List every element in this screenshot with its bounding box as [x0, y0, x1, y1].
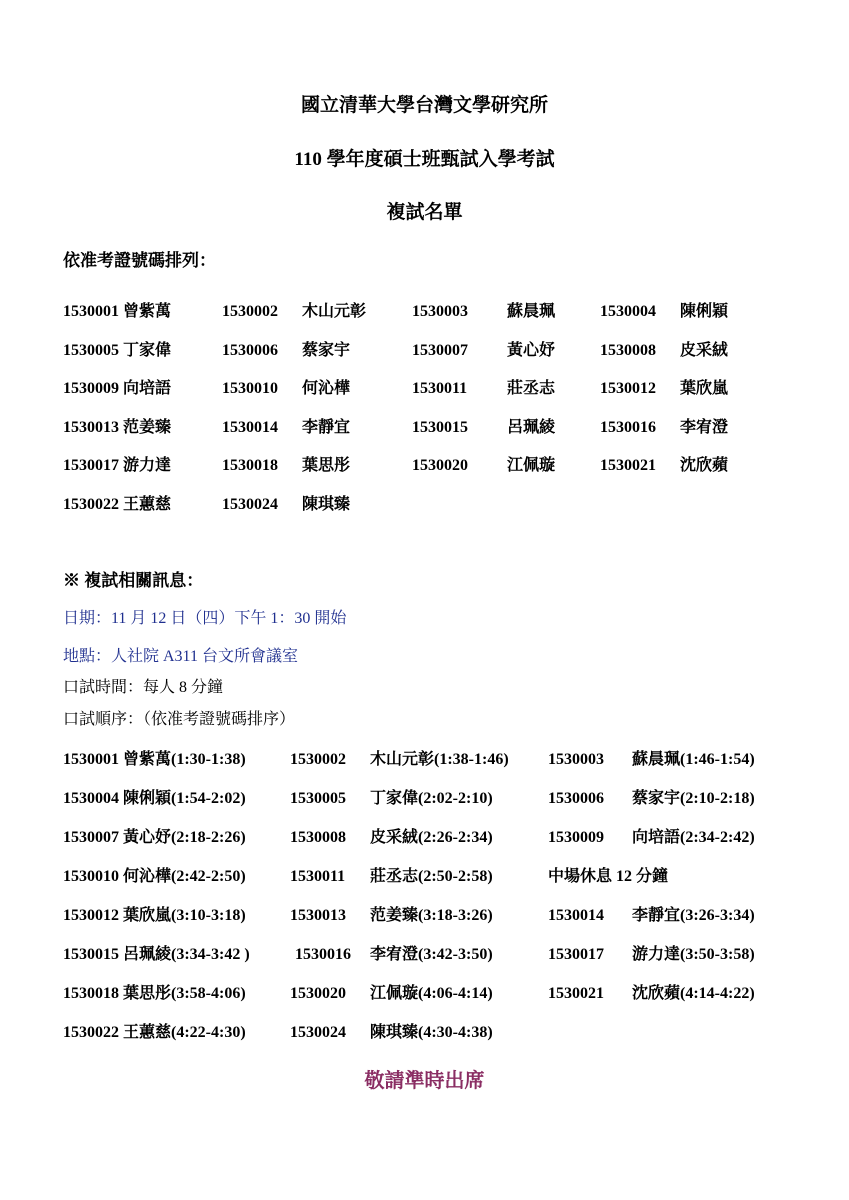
place-line: 地點：人社院 A311 台文所會議室	[63, 648, 298, 665]
candidate-number: 1530003	[412, 303, 468, 320]
schedule-number: 1530005	[290, 790, 346, 807]
candidate-number: 1530004	[600, 303, 656, 320]
schedule-number: 1530016	[295, 946, 351, 963]
schedule-number: 1530020	[290, 985, 346, 1002]
candidate-name: 葉欣嵐	[680, 380, 729, 398]
candidate-number: 1530014	[222, 418, 278, 436]
schedule-entry: 1530015 呂珮綾(3:34-3:42 )	[63, 946, 250, 963]
candidate-number: 1530012	[600, 380, 656, 398]
schedule-name-time: 木山元彰(1:38-1:46)	[370, 751, 509, 768]
candidate-number: 1530020	[412, 457, 468, 475]
list-heading: 依准考證號碼排列：	[63, 251, 216, 270]
candidate-name: 葉思彤	[302, 457, 351, 475]
schedule-entry: 1530018 葉思彤(3:58-4:06)	[63, 985, 246, 1002]
schedule-name-time: 皮采絨(2:26-2:34)	[370, 829, 493, 846]
candidate-number: 1530008	[600, 341, 656, 359]
candidate-name: 沈欣蘋	[680, 457, 729, 475]
candidate-name: 莊丞志	[507, 380, 556, 398]
order-line: 口試順序：（依准考證號碼排序）	[63, 711, 296, 728]
schedule-number: 1530009	[548, 829, 604, 846]
candidate-name: 黃心妤	[507, 341, 556, 359]
date-line: 日期：11 月 12 日（四）下午 1：30 開始	[63, 610, 347, 627]
schedule-name-time: 向培語(2:34-2:42)	[632, 829, 755, 846]
exam-title: 110 學年度碩士班甄試入學考試	[294, 149, 555, 170]
schedule-name-time: 江佩璇(4:06-4:14)	[370, 985, 493, 1002]
schedule-name-time: 沈欣蘋(4:14-4:22)	[632, 985, 755, 1002]
schedule-name-time: 陳琪臻(4:30-4:38)	[370, 1024, 493, 1041]
candidate-name: 呂珮綾	[507, 418, 556, 436]
candidate-name: 江佩璇	[507, 457, 556, 475]
candidate-number: 1530010	[222, 380, 278, 398]
info-heading: ※ 複試相關訊息：	[63, 571, 204, 590]
candidate-name: 何沁樺	[302, 380, 351, 398]
candidate-name: 陳俐穎	[680, 303, 729, 320]
candidate-number: 1530018	[222, 457, 278, 475]
candidate-number: 1530011	[412, 380, 468, 398]
schedule-name-time: 李靜宜(3:26-3:34)	[632, 907, 755, 924]
candidate-number: 1530007	[412, 341, 468, 359]
schedule-entry: 1530007 黃心妤(2:18-2:26)	[63, 829, 246, 846]
schedule-number: 1530003	[548, 751, 604, 768]
candidate-name: 木山元彰	[302, 303, 367, 320]
schedule-number: 1530024	[290, 1024, 346, 1041]
closing-notice: 敬請準時出席	[364, 1068, 485, 1092]
candidate-entry: 1530017 游力達	[63, 457, 172, 475]
schedule-name-time: 游力達(3:50-3:58)	[632, 946, 755, 963]
candidate-name: 皮采絨	[680, 341, 729, 359]
schedule-number: 1530017	[548, 946, 604, 963]
candidate-number: 1530006	[222, 341, 278, 359]
schedule-number: 1530006	[548, 790, 604, 807]
schedule-number: 1530008	[290, 829, 346, 846]
candidate-number: 1530016	[600, 418, 656, 436]
schedule-name-time: 丁家偉(2:02-2:10)	[370, 790, 493, 807]
break-note: 中場休息 12 分鐘	[548, 868, 669, 885]
candidate-number: 1530024	[222, 496, 278, 513]
schedule-entry: 1530012 葉欣嵐(3:10-3:18)	[63, 907, 246, 924]
candidate-entry: 1530013 范姜臻	[63, 418, 172, 436]
schedule-number: 1530021	[548, 985, 604, 1002]
candidate-name: 蔡家宇	[302, 341, 351, 359]
candidate-name: 李宥澄	[680, 418, 729, 436]
schedule-name-time: 蔡家宇(2:10-2:18)	[632, 790, 755, 807]
schedule-entry: 1530022 王蕙慈(4:22-4:30)	[63, 1024, 246, 1041]
list-title: 複試名單	[386, 202, 463, 223]
candidate-entry: 1530009 向培語	[63, 380, 172, 398]
schedule-name-time: 蘇晨珮(1:46-1:54)	[632, 751, 755, 768]
candidate-number: 1530002	[222, 303, 278, 320]
schedule-name-time: 范姜臻(3:18-3:26)	[370, 907, 493, 924]
schedule-name-time: 李宥澄(3:42-3:50)	[370, 946, 493, 963]
schedule-entry: 1530010 何沁樺(2:42-2:50)	[63, 868, 246, 885]
candidate-name: 蘇晨珮	[507, 303, 556, 320]
schedule-name-time: 莊丞志(2:50-2:58)	[370, 868, 493, 885]
institute-title: 國立清華大學台灣文學研究所	[300, 95, 548, 116]
candidate-entry: 1530005 丁家偉	[63, 341, 172, 359]
schedule-entry: 1530004 陳俐穎(1:54-2:02)	[63, 790, 246, 807]
schedule-number: 1530011	[290, 868, 346, 885]
duration-line: 口試時間：每人 8 分鐘	[63, 679, 224, 696]
schedule-number: 1530013	[290, 907, 346, 924]
schedule-number: 1530002	[290, 751, 346, 768]
candidate-name: 陳琪臻	[302, 496, 351, 513]
candidate-entry: 1530001 曾紫萬	[63, 303, 172, 320]
candidate-name: 李靜宜	[302, 418, 351, 436]
schedule-number: 1530014	[548, 907, 604, 924]
schedule-entry: 1530001 曾紫萬(1:30-1:38)	[63, 751, 246, 768]
candidate-entry: 1530022 王蕙慈	[63, 496, 172, 513]
candidate-number: 1530015	[412, 418, 468, 436]
candidate-number: 1530021	[600, 457, 656, 475]
